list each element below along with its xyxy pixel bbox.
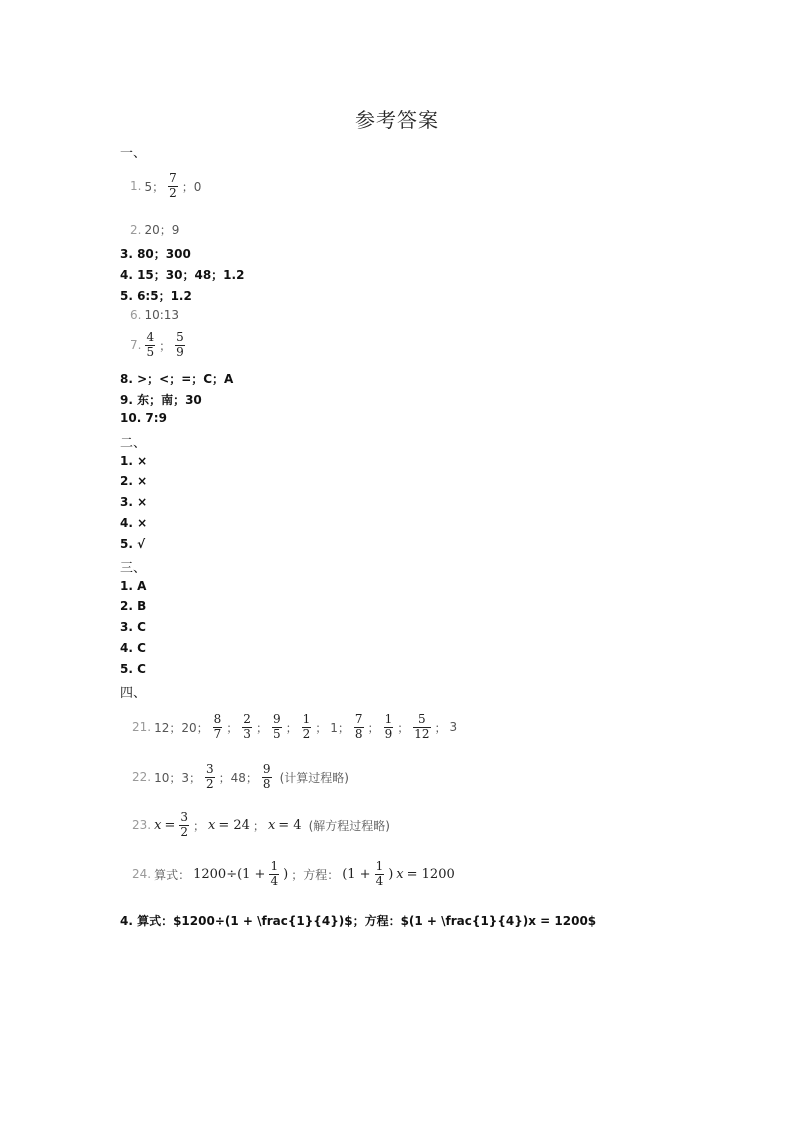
- equals-sign: =: [164, 817, 176, 833]
- fraction: $\frac{8}{7}$: [213, 712, 222, 741]
- answer-2-2: 2. ×: [120, 474, 148, 488]
- answer-3-5: 5. C: [120, 662, 146, 676]
- answer-1-10: 10. 7:9: [120, 411, 167, 425]
- section-heading-3: 三、: [120, 561, 147, 576]
- fraction: $\frac{3}{2}$: [180, 810, 188, 839]
- fraction: $\frac{7}{2}$: [169, 171, 177, 200]
- fraction: $\frac{1}{2}$: [302, 712, 311, 741]
- question-number: 22.: [132, 770, 152, 785]
- close-paren: ): [388, 866, 394, 882]
- fraction: $\frac{9}{5}$: [272, 712, 281, 741]
- fraction: $\frac{9}{8}$: [262, 762, 271, 791]
- answer-4-24: [132, 860, 455, 889]
- separator: ；: [159, 338, 172, 353]
- answer-2-4: 4. ×: [120, 516, 148, 530]
- question-number: 1.: [130, 179, 142, 194]
- section-heading-4: 四、: [120, 686, 147, 701]
- close-paren: ): [283, 866, 289, 882]
- section-heading-2: 二、: [120, 436, 147, 451]
- separator: ；: [367, 720, 380, 735]
- variable-x: x: [267, 817, 276, 833]
- answer-1-6: [130, 308, 179, 322]
- fraction: $\frac{5}{12}$: [414, 712, 430, 741]
- separator: ；: [315, 720, 328, 735]
- note-text: (计算过程略): [279, 770, 349, 785]
- equation-value: = 1200: [406, 866, 455, 882]
- answer-3-3: 3. C: [120, 620, 146, 634]
- fraction: $\frac{1}{9}$: [384, 712, 393, 741]
- separator: ；: [397, 720, 410, 735]
- answer-3-4: 4. C: [120, 641, 146, 655]
- answer-text: 1；: [330, 720, 350, 735]
- answer-1-9: 9. 东；南；30: [120, 393, 202, 407]
- answer-text: 10；3；: [154, 770, 201, 785]
- answer-1-1: [130, 172, 201, 201]
- answer-2-1: 1. ×: [120, 454, 148, 468]
- question-number: 23.: [132, 818, 152, 833]
- question-number: 21.: [132, 720, 152, 735]
- fraction: $\frac{7}{8}$: [354, 712, 363, 741]
- equation-value: = 24: [218, 817, 250, 833]
- answer-1-8: 8. >；<；=；C；A: [120, 372, 234, 386]
- answer-3-1: 1. A: [120, 579, 147, 593]
- variable-x: x: [208, 817, 216, 833]
- equation-value: = 4: [278, 817, 302, 833]
- fraction: $\frac{4}{5}$: [146, 330, 155, 359]
- raw-latex-line: 4. 算式：$1200÷(1 + \frac{1}{4})$；方程：$(1 + \frac{1}{4})x = 1200$: [120, 914, 597, 928]
- answer-1-5: 5. 6:5；1.2: [120, 289, 192, 303]
- question-number: 2.: [130, 222, 142, 237]
- label-expression: 算式：: [154, 867, 191, 882]
- answer-2-5: 5. √: [120, 537, 146, 551]
- fraction: $\frac{3}{2}$: [206, 762, 214, 791]
- answer-2-3: 3. ×: [120, 495, 148, 509]
- answer-text: 20；9: [144, 223, 180, 237]
- answer-4-23: [132, 811, 390, 840]
- answer-3-2: 2. B: [120, 599, 147, 613]
- separator: ；: [252, 818, 265, 833]
- answer-4-21: [132, 713, 457, 742]
- answer-1-7: [130, 331, 186, 360]
- answer-text: 3: [449, 720, 458, 735]
- answer-text: 12；20；: [154, 720, 209, 735]
- answer-1-3: 3. 80；300: [120, 247, 191, 261]
- fraction: $\frac{5}{9}$: [176, 330, 184, 359]
- answer-1-2: [130, 221, 179, 238]
- label-equation: ；方程：: [291, 867, 340, 882]
- separator: ；: [434, 720, 447, 735]
- question-number: 24.: [132, 867, 152, 882]
- answer-text: 10:13: [144, 308, 180, 322]
- expression: 1200÷(1 +: [193, 866, 266, 882]
- separator: ；: [285, 720, 298, 735]
- separator: ；: [226, 720, 239, 735]
- section-heading-1: 一、: [120, 146, 147, 161]
- equation: (1 +: [342, 866, 371, 882]
- separator: ；: [192, 818, 205, 833]
- note-text: (解方程过程略): [308, 818, 390, 833]
- fraction: $\frac{1}{4}$: [375, 859, 384, 888]
- answer-4-22: [132, 763, 349, 792]
- answer-text: 5；: [144, 179, 165, 194]
- answer-1-4: 4. 15；30；48；1.2: [120, 268, 245, 282]
- separator: ；: [255, 720, 268, 735]
- question-number: 6.: [130, 308, 142, 322]
- answer-text: ；0: [181, 179, 202, 194]
- page-title: 参考答案: [355, 108, 439, 132]
- fraction: $\frac{2}{3}$: [243, 712, 251, 741]
- question-number: 7.: [130, 338, 142, 353]
- answer-text: ；48；: [218, 770, 258, 785]
- variable-x: x: [154, 817, 162, 833]
- fraction: $\frac{1}{4}$: [270, 859, 279, 888]
- variable-x: x: [396, 866, 404, 882]
